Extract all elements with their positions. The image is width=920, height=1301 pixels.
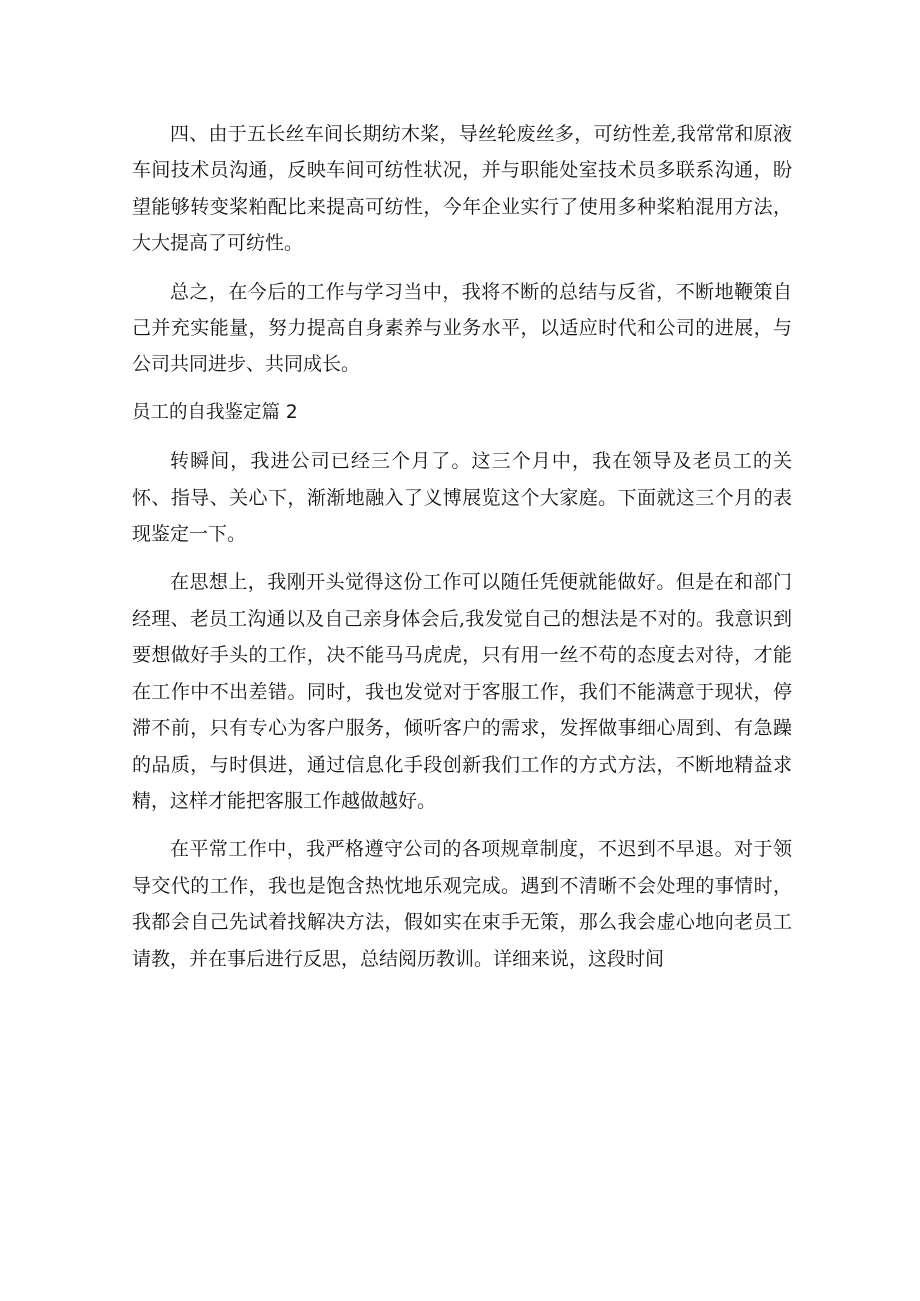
paragraph-1: 四、由于五长丝车间长期纺木桨，导丝轮废丝多，可纺性差,我常常和原液车间技术员沟通，反映车间可纺性状况，并与职能处室技术员多联系沟通，盼望能够转变桨粕配比来提高可纺性，今年企业实行了使用多种桨粕混用方法，大大提高了可纺性。 — [132, 123, 792, 255]
paragraph-2: 总之，在今后的工作与学习当中，我将不断的总结与反省，不断地鞭策自己并充实能量，努力提高自身素养与业务水平，以适应时代和公司的进展，与公司共同进步、共同成长。 — [132, 280, 792, 376]
paragraph-4: 在思想上，我刚开头觉得这份工作可以随任凭便就能做好。但是在和部门经理、老员工沟通以及自己亲身体会后,我发觉自己的想法是不对的。我意识到要想做好手头的工作，决不能马马虎虎，只有用一丝不苟的态度去对待，才能在工作中不出差错。同时，我也发觉对于客服工作，我们不能满意于现状，停滞不前，只有专心为客户服务，倾听客户的需求，发挥做事细心周到、有急躁的品质，与时俱进，通过信息化手段创新我们工作的方式方法，不断地精益求精，这样才能把客服工作越做越好。 — [132, 571, 792, 812]
paragraph-5: 在平常工作中，我严格遵守公司的各项规章制度，不迟到不早退。对于领导交代的工作，我也是饱含热忱地乐观完成。遇到不清晰不会处理的事情时，我都会自己先试着找解决方法，假如实在束手无策，那么我会虚心地向老员工请教，并在事后进行反思，总结阅历教训。详细来说，这段时间 — [132, 838, 792, 970]
document-page — [132, 116, 792, 989]
paragraph-3: 转瞬间，我进公司已经三个月了。这三个月中，我在领导及老员工的关怀、指导、关心下，渐渐地融入了义博展览这个大家庭。下面就这三个月的表现鉴定一下。 — [132, 450, 792, 546]
section-heading: 员工的自我鉴定篇 2 — [132, 401, 298, 423]
